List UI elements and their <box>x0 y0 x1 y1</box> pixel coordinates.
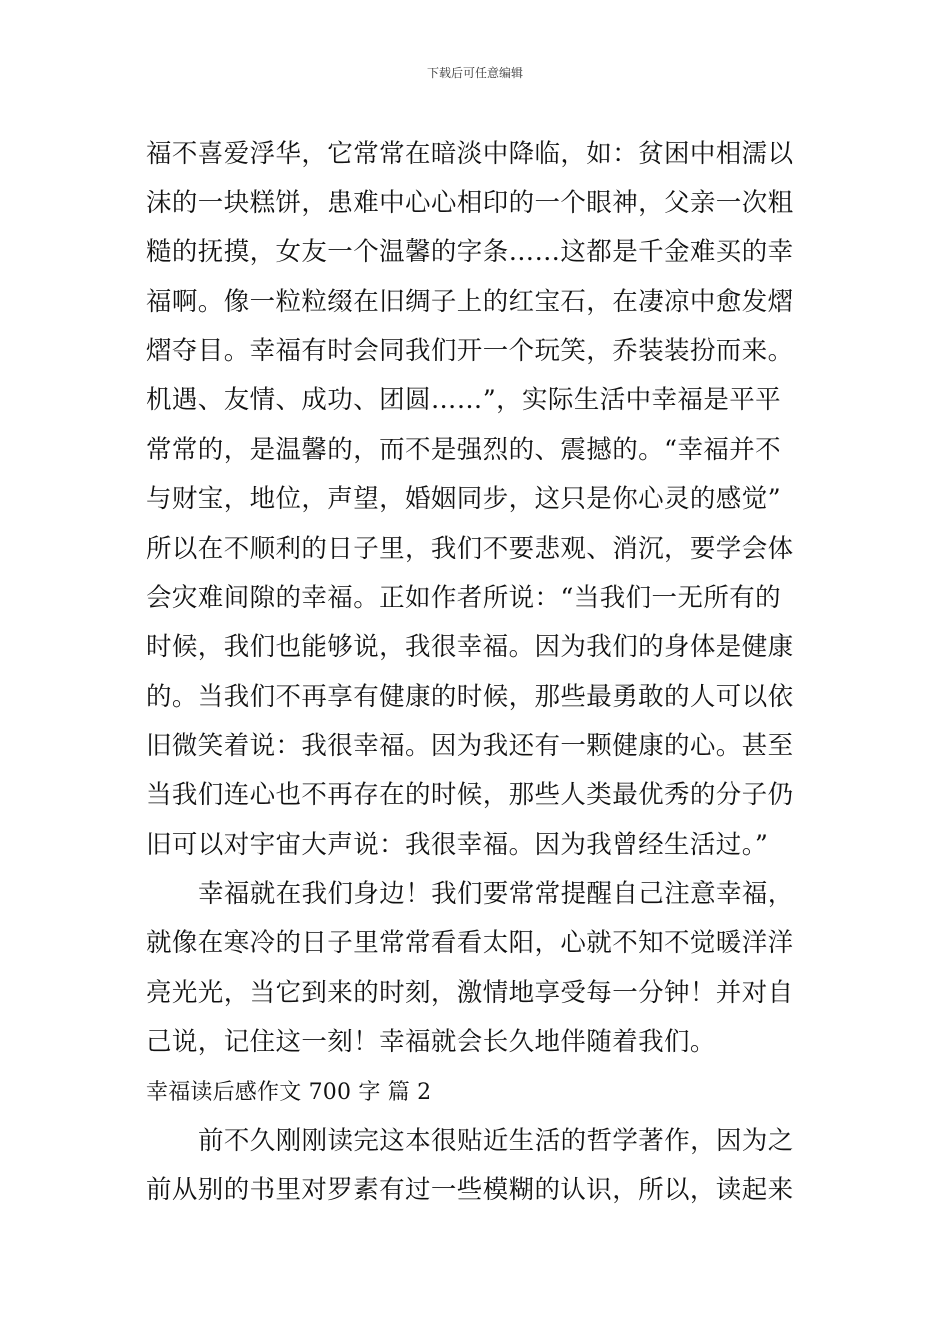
paragraph-line: 旧微笑着说：我很幸福。因为我还有一颗健康的心。甚至 <box>146 731 794 761</box>
paragraph-line: 幸福就在我们身边！我们要常常提醒自己注意幸福， <box>198 879 794 909</box>
paragraph-line: 前从别的书里对罗素有过一些模糊的认识，所以，读起来 <box>146 1175 794 1205</box>
paragraph-line: 糙的抚摸，女友一个温馨的字条……这都是千金难买的幸 <box>146 237 794 267</box>
paragraph-line: 熠夺目。幸福有时会同我们开一个玩笑，乔装装扮而来。 <box>146 336 794 366</box>
paragraph-line: 福啊。像一粒粒缀在旧绸子上的红宝石，在凄凉中愈发熠 <box>146 287 794 317</box>
paragraph-line: 的。当我们不再享有健康的时候，那些最勇敢的人可以依 <box>146 682 794 712</box>
paragraph-line: 会灾难间隙的幸福。正如作者所说：“当我们一无所有的 <box>146 583 782 613</box>
paragraph-line: 亮光光，当它到来的时刻，激情地享受每一分钟！并对自 <box>146 978 794 1008</box>
paragraph-line: 当我们连心也不再存在的时候，那些人类最优秀的分子仍 <box>146 780 794 810</box>
page-header: 下载后可任意编辑 <box>426 66 523 80</box>
paragraph-line: 时候，我们也能够说，我很幸福。因为我们的身体是健康 <box>146 632 794 662</box>
paragraph-line: 所以在不顺利的日子里，我们不要悲观、消沉，要学会体 <box>146 534 794 564</box>
paragraph-line: 福不喜爱浮华，它常常在暗淡中降临，如：贫困中相濡以 <box>146 139 794 169</box>
paragraph-line: 就像在寒冷的日子里常常看看太阳，心就不知不觉暖洋洋 <box>146 928 794 958</box>
paragraph-line: 与财宝，地位，声望，婚姻同步，这只是你心灵的感觉” <box>146 484 782 514</box>
paragraph-line: 旧可以对宇宙大声说：我很幸福。因为我曾经生活过。” <box>146 830 769 860</box>
paragraph-line: 沫的一块糕饼，患难中心心相印的一个眼神，父亲一次粗 <box>146 188 794 218</box>
section-heading: 幸福读后感作文 700 字 篇 2 <box>146 1080 432 1105</box>
paragraph-line: 机遇、友情、成功、团圆……”，实际生活中幸福是平平 <box>146 385 782 415</box>
paragraph-line: 己说，记住这一刻！幸福就会长久地伴随着我们。 <box>146 1027 716 1057</box>
paragraph-line: 常常的，是温馨的，而不是强烈的、震撼的。“幸福并不 <box>146 435 782 465</box>
paragraph-line: 前不久刚刚读完这本很贴近生活的哲学著作，因为之 <box>198 1126 794 1156</box>
